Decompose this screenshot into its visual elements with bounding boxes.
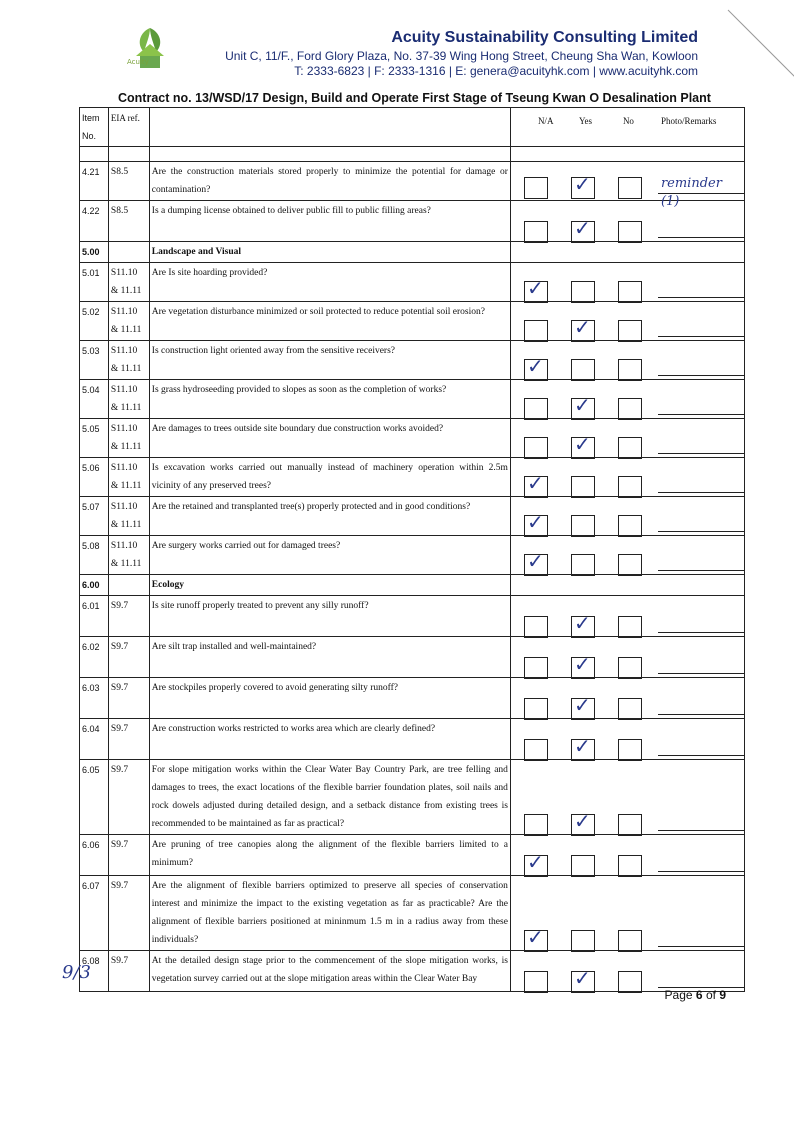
- checkbox-no[interactable]: [618, 515, 642, 537]
- check-cell: [510, 341, 744, 380]
- checkbox-no[interactable]: [618, 398, 642, 420]
- table-row: [80, 380, 745, 419]
- question: Is grass hydroseeding provided to slopes as soon as the completion of works?: [149, 380, 510, 419]
- table-row: [80, 302, 745, 341]
- remark-line[interactable]: [658, 714, 744, 715]
- page-number: [665, 988, 726, 1002]
- check-mark-icon: ✓: [526, 471, 544, 495]
- eia-ref: S11.10 & 11.11: [108, 380, 149, 419]
- item-number: 6.07: [80, 876, 109, 951]
- table-row: [80, 497, 745, 536]
- check-cell: [510, 263, 744, 302]
- checkbox-yes[interactable]: [571, 432, 595, 459]
- col-checks: [510, 108, 744, 147]
- checkbox-group: [524, 966, 665, 993]
- table-row: [80, 201, 745, 242]
- checkbox-group: [524, 216, 665, 243]
- checklist-table: [79, 107, 745, 992]
- table-row: [80, 637, 745, 678]
- page-label: Page: [664, 988, 693, 1002]
- check-mark-icon: ✓: [526, 925, 544, 949]
- checkbox-group: [524, 510, 665, 537]
- table-row: [80, 719, 745, 760]
- check-cell: [510, 876, 744, 951]
- question: Is a dumping license obtained to deliver public fill to public filling areas?: [149, 201, 510, 242]
- remark-line[interactable]: [658, 375, 744, 376]
- spacer-cell: [510, 147, 744, 162]
- checkbox-no[interactable]: [618, 616, 642, 638]
- table-row: [80, 162, 745, 201]
- checkbox-yes[interactable]: [571, 734, 595, 761]
- section-row: [80, 575, 745, 596]
- question: Are surgery works carried out for damaged trees?: [149, 536, 510, 575]
- contract-title: Contract no. 13/WSD/17 Design, Build and Operate First Stage of Tseung Kwan O Desalination Plant: [118, 91, 711, 105]
- col-na: N/A: [537, 116, 554, 126]
- question: Is excavation works carried out manually instead of machinery operation within 2.5m vicinity of any preserved trees?: [149, 458, 510, 497]
- item-number: 6.01: [80, 596, 109, 637]
- eia-ref: S9.7: [108, 637, 149, 678]
- remark-line[interactable]: [658, 632, 744, 633]
- item-number: 5.01: [80, 263, 109, 302]
- item-number: 6.05: [80, 760, 109, 835]
- remark-line[interactable]: [658, 492, 744, 493]
- item-number: 5.06: [80, 458, 109, 497]
- eia-ref: S11.10 & 11.11: [108, 419, 149, 458]
- checkbox-yes[interactable]: [571, 652, 595, 679]
- item-number: 5.04: [80, 380, 109, 419]
- page-of: of: [705, 988, 716, 1002]
- checkbox-no[interactable]: [618, 359, 642, 381]
- checkbox-na[interactable]: [524, 510, 548, 537]
- checkbox-group: [524, 611, 665, 638]
- eia-ref: S9.7: [108, 876, 149, 951]
- company-contact: T: 2333-6823 | F: 2333-1316 | E: genera@acuityhk.com | www.acuityhk.com: [294, 64, 698, 78]
- check-mark-icon: ✓: [573, 432, 591, 456]
- checkbox-no[interactable]: [618, 739, 642, 761]
- eia-ref: S11.10 & 11.11: [108, 263, 149, 302]
- remark-line[interactable]: [658, 297, 744, 298]
- checkbox-no[interactable]: [618, 698, 642, 720]
- checkbox-na[interactable]: [524, 814, 548, 836]
- checkbox-group: [524, 549, 665, 576]
- question: Ecology: [149, 575, 510, 596]
- check-mark-icon: ✓: [526, 354, 544, 378]
- remark-line[interactable]: [658, 237, 744, 238]
- eia-ref: S11.10 & 11.11: [108, 497, 149, 536]
- checkbox-group: [524, 315, 665, 342]
- eia-ref: S8.5: [108, 201, 149, 242]
- spacer-row: [80, 147, 745, 162]
- checkbox-group: [524, 652, 665, 679]
- checkbox-yes[interactable]: [571, 281, 595, 303]
- remark-line[interactable]: [658, 673, 744, 674]
- checkbox-group: [524, 393, 665, 420]
- section-row: [80, 242, 745, 263]
- question: Are Is site hoarding provided?: [149, 263, 510, 302]
- checkbox-group: [524, 432, 665, 459]
- check-cell: [510, 575, 744, 596]
- checkbox-yes[interactable]: [571, 216, 595, 243]
- remark-line[interactable]: [658, 531, 744, 532]
- checkbox-yes[interactable]: [571, 359, 595, 381]
- eia-ref: S8.5: [108, 162, 149, 201]
- question: Are the construction materials stored properly to minimize the potential for damage or contamination?: [149, 162, 510, 201]
- checkbox-yes[interactable]: [571, 315, 595, 342]
- check-cell: [510, 637, 744, 678]
- company-logo-icon: [120, 22, 180, 78]
- logo-text: Acuity: [127, 58, 149, 66]
- spacer-cell: [149, 147, 510, 162]
- checkbox-na[interactable]: [524, 221, 548, 243]
- eia-ref: S9.7: [108, 835, 149, 876]
- remark-line[interactable]: [658, 414, 744, 415]
- checkbox-group: [524, 276, 665, 303]
- checkbox-yes[interactable]: [571, 930, 595, 952]
- table-row: [80, 596, 745, 637]
- question: Is construction light oriented away from the sensitive receivers?: [149, 341, 510, 380]
- checkbox-na[interactable]: [524, 616, 548, 638]
- table-row: [80, 678, 745, 719]
- checkbox-no[interactable]: [618, 814, 642, 836]
- remark-line[interactable]: [658, 830, 744, 831]
- checkbox-no[interactable]: [618, 281, 642, 303]
- checkbox-group: [524, 734, 665, 761]
- checkbox-no[interactable]: [618, 554, 642, 576]
- checkbox-no[interactable]: [618, 476, 642, 498]
- question: Are vegetation disturbance minimized or soil protected to reduce potential soil erosion?: [149, 302, 510, 341]
- check-cell: [510, 419, 744, 458]
- remark-text: reminder (1): [660, 176, 722, 209]
- checkbox-na[interactable]: [524, 398, 548, 420]
- item-number: 5.02: [80, 302, 109, 341]
- checkbox-no[interactable]: [618, 971, 642, 993]
- col-remarks: Photo/Remarks: [660, 116, 717, 126]
- eia-ref: S11.10 & 11.11: [108, 458, 149, 497]
- item-number: 6.03: [80, 678, 109, 719]
- table-row: [80, 760, 745, 835]
- eia-ref: S9.7: [108, 719, 149, 760]
- check-cell: [510, 162, 744, 209]
- eia-ref: S9.7: [108, 596, 149, 637]
- check-mark-icon: ✓: [573, 652, 591, 676]
- table-header: [80, 108, 745, 147]
- check-cell: [510, 951, 744, 992]
- col-eia: EIA ref.: [108, 108, 149, 147]
- check-mark-icon: ✓: [573, 216, 591, 240]
- item-number: 6.04: [80, 719, 109, 760]
- item-number: 5.03: [80, 341, 109, 380]
- checkbox-yes[interactable]: [571, 476, 595, 498]
- check-cell: [510, 596, 744, 637]
- check-mark-icon: ✓: [573, 734, 591, 758]
- item-number: 4.22: [80, 201, 109, 242]
- eia-ref: S11.10 & 11.11: [108, 536, 149, 575]
- table-row: [80, 876, 745, 951]
- checkbox-no[interactable]: [618, 177, 642, 199]
- check-cell: [510, 835, 744, 876]
- checkbox-na[interactable]: [524, 177, 548, 199]
- checkbox-group: [524, 850, 665, 877]
- question: Are pruning of tree canopies along the alignment of the flexible barriers limited to a minimum?: [149, 835, 510, 876]
- remark-line[interactable]: [658, 946, 744, 947]
- check-cell: [510, 458, 744, 497]
- check-cell: [510, 497, 744, 536]
- checkbox-na[interactable]: [524, 549, 548, 576]
- question: Is site runoff properly treated to prevent any silly runoff?: [149, 596, 510, 637]
- checkbox-yes[interactable]: [571, 693, 595, 720]
- checkbox-yes[interactable]: [571, 172, 595, 199]
- check-mark-icon: ✓: [526, 549, 544, 573]
- eia-ref: S9.7: [108, 678, 149, 719]
- item-number: 6.02: [80, 637, 109, 678]
- item-number: 5.05: [80, 419, 109, 458]
- checkbox-na[interactable]: [524, 354, 548, 381]
- check-cell: [510, 242, 744, 263]
- eia-ref: S11.10 & 11.11: [108, 302, 149, 341]
- handwritten-note: 9/3: [62, 962, 91, 983]
- table-row: [80, 458, 745, 497]
- checkbox-no[interactable]: [618, 320, 642, 342]
- checkbox-no[interactable]: [618, 221, 642, 243]
- checkbox-na[interactable]: [524, 850, 548, 877]
- check-mark-icon: ✓: [573, 966, 591, 990]
- question: Are construction works restricted to works area which are clearly defined?: [149, 719, 510, 760]
- checkbox-no[interactable]: [618, 437, 642, 459]
- checkbox-na[interactable]: [524, 739, 548, 761]
- check-cell: [510, 719, 744, 760]
- check-cell: [510, 201, 744, 242]
- item-number: 5.08: [80, 536, 109, 575]
- checkbox-yes[interactable]: [571, 966, 595, 993]
- eia-ref: [108, 575, 149, 596]
- table-row: [80, 536, 745, 575]
- checkbox-yes[interactable]: [571, 809, 595, 836]
- item-number: 6.06: [80, 835, 109, 876]
- company-name: Acuity Sustainability Consulting Limited: [391, 29, 698, 46]
- question: Landscape and Visual: [149, 242, 510, 263]
- spacer-cell: [108, 147, 149, 162]
- check-mark-icon: ✓: [526, 510, 544, 534]
- check-mark-icon: ✓: [573, 611, 591, 635]
- col-no: No: [622, 116, 634, 126]
- eia-ref: [108, 242, 149, 263]
- checkbox-yes[interactable]: [571, 855, 595, 877]
- table-row: [80, 951, 745, 992]
- check-mark-icon: ✓: [526, 850, 544, 874]
- checkbox-na[interactable]: [524, 657, 548, 679]
- question: Are silt trap installed and well-maintained?: [149, 637, 510, 678]
- checkbox-group: [524, 925, 665, 952]
- question: Are the alignment of flexible barriers optimized to preserve all species of conservation interest and minimize the impact to the existing vegetation as far as practicable? Are the alignment of flexible barriers positioned at mininmum 1.5 m in a radius away from these individuals?: [149, 876, 510, 951]
- checkbox-group: [524, 354, 665, 381]
- question: Are the retained and transplanted tree(s) properly protected and in good conditions?: [149, 497, 510, 536]
- checkbox-yes[interactable]: [571, 554, 595, 576]
- checkbox-group: [524, 809, 665, 836]
- table-row: [80, 341, 745, 380]
- question: Are damages to trees outside site boundary due construction works avoided?: [149, 419, 510, 458]
- checkbox-na[interactable]: [524, 471, 548, 498]
- check-mark-icon: ✓: [573, 172, 591, 196]
- check-mark-icon: ✓: [573, 393, 591, 417]
- item-number: 6.08: [80, 951, 109, 992]
- page-current: 6: [695, 988, 703, 1002]
- eia-ref: S11.10 & 11.11: [108, 341, 149, 380]
- check-cell: [510, 536, 744, 575]
- eia-ref: S9.7: [108, 951, 149, 992]
- check-cell: [510, 380, 744, 419]
- check-mark-icon: ✓: [526, 276, 544, 300]
- check-cell: [510, 302, 744, 341]
- spacer-cell: [80, 147, 109, 162]
- checkbox-no[interactable]: [618, 930, 642, 952]
- remark-line[interactable]: [658, 871, 744, 872]
- checkbox-yes[interactable]: [571, 611, 595, 638]
- company-address: Unit C, 11/F., Ford Glory Plaza, No. 37-39 Wing Hong Street, Cheung Sha Wan, Kowloon: [225, 49, 698, 63]
- item-number: 4.21: [80, 162, 109, 201]
- checkbox-na[interactable]: [524, 320, 548, 342]
- col-yes: Yes: [578, 116, 593, 126]
- table-row: [80, 835, 745, 876]
- checkbox-na[interactable]: [524, 276, 548, 303]
- remark-line[interactable]: [658, 755, 744, 756]
- corner-mark: [720, 0, 794, 90]
- item-number: 6.00: [80, 575, 109, 596]
- checkbox-na[interactable]: [524, 698, 548, 720]
- check-cell: [510, 678, 744, 719]
- col-item: Item No.: [80, 108, 109, 147]
- check-cell: [510, 760, 744, 835]
- checkbox-group: [524, 172, 665, 199]
- table-row: [80, 419, 745, 458]
- checkbox-group: [524, 471, 665, 498]
- check-mark-icon: ✓: [573, 315, 591, 339]
- remark-line[interactable]: [658, 336, 744, 337]
- checkbox-no[interactable]: [618, 657, 642, 679]
- question: For slope mitigation works within the Clear Water Bay Country Park, are tree felling and damages to trees, the exact locations of the flexible barrier foundation plates, soil nails and rock dowels adjusted during detailed design, and a setback distance from existing trees is recommended to be maintained as far as practical?: [149, 760, 510, 835]
- eia-ref: S9.7: [108, 760, 149, 835]
- question: At the detailed design stage prior to the commencement of the slope mitigation works, is vegetation survey carried out at the slope mitigation areas within the Clear Water Bay: [149, 951, 510, 992]
- page-total: 9: [719, 988, 726, 1002]
- checkbox-group: [524, 693, 665, 720]
- checkbox-yes[interactable]: [571, 515, 595, 537]
- remark-line[interactable]: [658, 570, 744, 571]
- checkbox-na[interactable]: [524, 437, 548, 459]
- check-mark-icon: ✓: [573, 809, 591, 833]
- col-question: [149, 108, 510, 147]
- question: Are stockpiles properly covered to avoid generating silty runoff?: [149, 678, 510, 719]
- checkbox-na[interactable]: [524, 925, 548, 952]
- table-row: [80, 263, 745, 302]
- checkbox-na[interactable]: [524, 971, 548, 993]
- remark-line[interactable]: [658, 453, 744, 454]
- checkbox-no[interactable]: [618, 855, 642, 877]
- item-number: 5.07: [80, 497, 109, 536]
- checkbox-yes[interactable]: [571, 393, 595, 420]
- check-mark-icon: ✓: [573, 693, 591, 717]
- item-number: 5.00: [80, 242, 109, 263]
